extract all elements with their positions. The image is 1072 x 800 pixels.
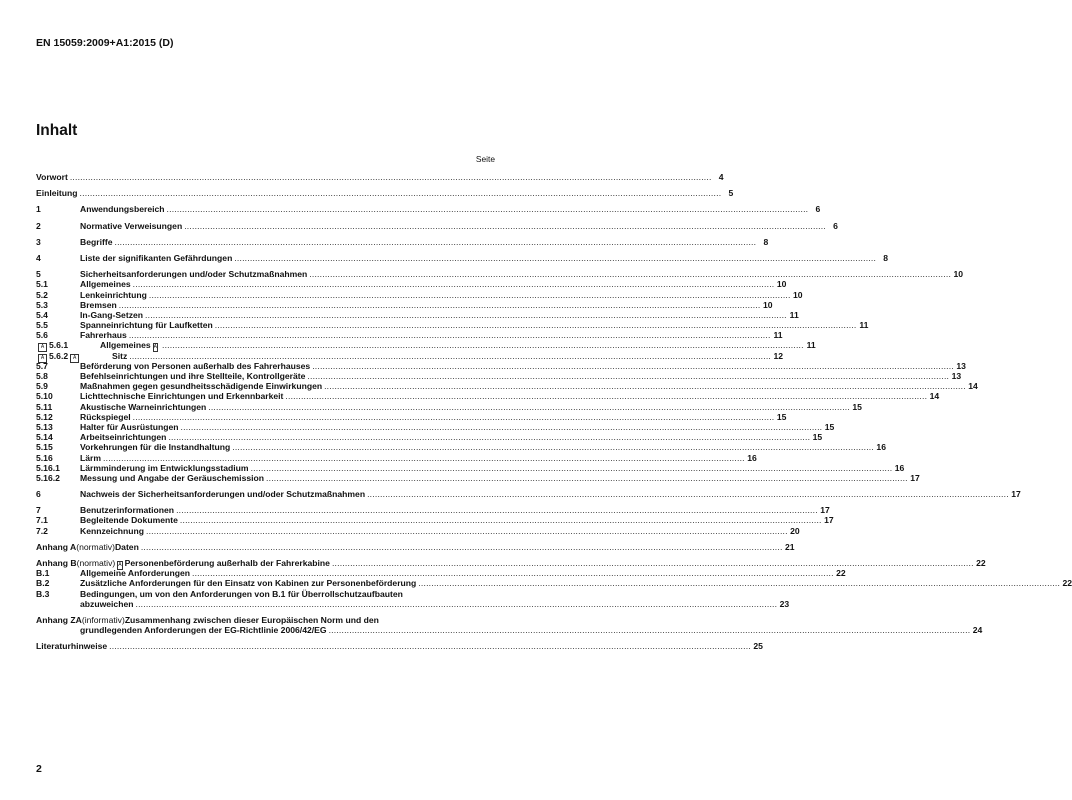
toc-entry-number: B.3 bbox=[36, 588, 50, 599]
toc-entry[interactable] bbox=[36, 641, 763, 652]
toc-entry-title: Vorkehrungen für die Instandhaltung bbox=[80, 442, 231, 453]
toc-entry-number-text: 4 bbox=[36, 252, 41, 263]
toc-entry-title: Fahrerhaus bbox=[80, 330, 127, 341]
toc-page-number: 17 bbox=[824, 515, 834, 526]
amendment-marker-icon: A bbox=[70, 354, 79, 363]
toc-page-number: 6 bbox=[815, 204, 821, 215]
toc-entry-title: Lärm bbox=[80, 452, 102, 463]
toc-entry-number bbox=[36, 290, 80, 300]
toc-entry-number bbox=[36, 330, 80, 340]
toc-entry-number-text: 5.16 bbox=[36, 452, 53, 463]
toc-entry-title: Allgemeine Anforderungen bbox=[80, 568, 190, 579]
toc-entry-number-text: 7.2 bbox=[36, 525, 48, 536]
toc-entry[interactable] bbox=[36, 236, 769, 247]
toc-entry[interactable] bbox=[36, 462, 905, 473]
toc-page-number: 24 bbox=[972, 625, 983, 636]
amendment-marker-icon: A bbox=[38, 354, 47, 363]
toc-entry-number bbox=[36, 253, 80, 263]
toc-entry[interactable] bbox=[36, 172, 724, 182]
toc-entry[interactable] bbox=[36, 568, 846, 579]
toc-leader-dots bbox=[332, 558, 974, 568]
toc-entry-number bbox=[36, 515, 80, 525]
toc-entry-number bbox=[36, 568, 80, 578]
toc-entry-number bbox=[36, 391, 80, 401]
toc-leader-dots bbox=[208, 402, 850, 412]
toc-leader-dots bbox=[146, 526, 788, 536]
toc-entry-title: Zusätzliche Anforderungen für den Einsatz von Kabinen zur Personenbeförderung bbox=[80, 578, 417, 589]
amendment-marker-icon: A bbox=[118, 562, 122, 568]
toc-entry-number-text: 5.15 bbox=[36, 442, 53, 453]
toc-page-number: 23 bbox=[779, 598, 790, 609]
toc-leader-dots bbox=[176, 505, 818, 515]
toc-entry-title: Messung und Angabe der Geräuschemission bbox=[80, 472, 265, 483]
toc-entry-title: Bremsen bbox=[80, 299, 117, 310]
toc-entry-title: Sitz bbox=[112, 350, 128, 361]
toc-entry[interactable] bbox=[36, 309, 799, 320]
toc-page-number: 16 bbox=[876, 442, 886, 453]
toc-entry-number-text: 5.6.1 bbox=[49, 340, 69, 351]
toc-entry-number bbox=[36, 371, 80, 381]
toc-page-number: 15 bbox=[776, 411, 787, 422]
toc-entry-title: Benutzerinformationen bbox=[80, 505, 175, 516]
toc-entry-title: Nachweis der Sicherheitsanforderungen und/oder Schutzmaßnahmen bbox=[80, 489, 366, 500]
toc-entry-title: Anhang ZA bbox=[36, 614, 82, 625]
toc-entry-annex-title: Daten bbox=[114, 541, 139, 552]
toc-page-number: 15 bbox=[852, 401, 862, 412]
toc-leader-dots bbox=[192, 568, 834, 578]
toc-entry-title: Lärmminderung im Entwicklungsstadium bbox=[80, 462, 249, 473]
toc-entry-number-text: 5.10 bbox=[36, 391, 53, 402]
toc-leader-dots bbox=[215, 320, 857, 330]
toc-page-number: 22 bbox=[1062, 578, 1072, 589]
toc-leader-dots bbox=[180, 515, 822, 525]
toc-entry[interactable] bbox=[36, 472, 920, 483]
toc-entry[interactable] bbox=[36, 401, 862, 412]
toc-entry-continuation bbox=[36, 625, 983, 636]
toc-entry[interactable] bbox=[36, 615, 498, 625]
toc-entry-number-text: 5.3 bbox=[36, 299, 48, 310]
toc-entry-number-text: 5.13 bbox=[36, 421, 53, 432]
toc-page-number: 6 bbox=[833, 220, 838, 231]
toc-page-number: 21 bbox=[785, 541, 795, 552]
toc-leader-dots bbox=[135, 599, 777, 609]
toc-entry-number-text: 5.16.1 bbox=[36, 462, 60, 473]
toc-entry-title: Befehlseinrichtungen und ihre Stellteile, Kontrollgeräte bbox=[80, 371, 306, 381]
toc-entry-title: Einleitung bbox=[36, 188, 78, 199]
toc-page-number: 25 bbox=[753, 641, 763, 652]
toc-entry-title-line2: abzuweichen bbox=[80, 598, 134, 609]
toc-entry-number bbox=[36, 204, 80, 214]
toc-entry[interactable] bbox=[36, 204, 821, 215]
toc-leader-dots bbox=[162, 340, 804, 350]
toc-entry-number bbox=[36, 237, 80, 247]
toc-page-number: 8 bbox=[883, 252, 889, 263]
toc-entry-number bbox=[36, 269, 80, 279]
toc-leader-dots bbox=[133, 412, 775, 422]
toc-entry-number-text: 5.9 bbox=[36, 381, 48, 392]
toc-page-number: 10 bbox=[776, 279, 787, 290]
toc-entry-number-text: 3 bbox=[36, 236, 41, 247]
toc-entry-number-text: 1 bbox=[36, 204, 41, 215]
toc-entry-number-text: B.2 bbox=[36, 578, 50, 589]
toc-entry-title: Anhang B bbox=[36, 558, 77, 568]
toc-entry-annex-title: Zusammenhang zwischen dieser Europäischen Norm und den bbox=[124, 614, 379, 625]
toc-entry-title: Allgemeines bbox=[100, 340, 151, 351]
toc-entry-number-text: 5.7 bbox=[36, 360, 48, 371]
toc-page-number: 8 bbox=[763, 236, 769, 247]
toc-entry-annex-title: Personenbeförderung außerhalb der Fahrerkabine bbox=[124, 558, 330, 568]
toc-entry-number bbox=[36, 361, 80, 371]
toc-entry-number-text: 7 bbox=[36, 505, 41, 516]
toc-entry-number bbox=[36, 221, 80, 231]
toc-entry-number-text: 5.12 bbox=[36, 411, 53, 422]
toc-entry-number bbox=[36, 489, 80, 499]
toc-entry-number bbox=[36, 526, 80, 536]
toc-entry[interactable] bbox=[36, 421, 835, 432]
toc-entry-number bbox=[36, 279, 80, 289]
toc-leader-dots bbox=[168, 432, 810, 442]
toc-leader-dots bbox=[129, 351, 771, 361]
toc-page-number: 16 bbox=[747, 452, 757, 463]
toc-entry-title: Anwendungsbereich bbox=[80, 204, 165, 215]
toc-entry[interactable] bbox=[36, 279, 787, 290]
toc-page-number: 12 bbox=[773, 350, 784, 361]
toc-entry[interactable] bbox=[36, 188, 734, 199]
toc-entry-number bbox=[36, 300, 80, 310]
toc-page-number: 5 bbox=[728, 188, 734, 199]
toc-page-number: 14 bbox=[968, 381, 978, 392]
toc-entry-annex-type: (normativ) bbox=[76, 541, 115, 552]
toc-entry-number-text: 5.1 bbox=[36, 279, 48, 290]
toc-entry-title: Akustische Warneinrichtungen bbox=[80, 401, 207, 412]
toc-entry-number bbox=[36, 402, 80, 412]
toc-entry[interactable] bbox=[36, 515, 834, 526]
toc-page-number: 22 bbox=[836, 568, 846, 579]
toc-entry-number-text: 5.5 bbox=[36, 320, 48, 331]
toc-entry-number-text: 5.14 bbox=[36, 432, 53, 443]
toc-entry-annex-type: (normativ) bbox=[76, 558, 116, 568]
toc-leader-dots bbox=[149, 290, 791, 300]
toc-entry[interactable] bbox=[36, 340, 816, 351]
toc-page-number: 15 bbox=[812, 432, 823, 443]
table-of-contents bbox=[36, 172, 1072, 652]
toc-entry-number-text: 5.4 bbox=[36, 309, 48, 320]
toc-entry-title: Anhang A bbox=[36, 541, 77, 552]
toc-entry-number bbox=[36, 412, 80, 422]
toc-entry[interactable] bbox=[36, 489, 1021, 500]
toc-page-number: 17 bbox=[820, 505, 830, 516]
toc-page-number: 17 bbox=[1011, 489, 1021, 500]
toc-page-number: 22 bbox=[976, 558, 986, 568]
toc-entry-title: Rückspiegel bbox=[80, 411, 131, 422]
toc-entry-title: Begleitende Dokumente bbox=[80, 515, 178, 526]
toc-entry[interactable] bbox=[36, 350, 784, 361]
toc-entry[interactable] bbox=[36, 589, 498, 599]
toc-leader-dots bbox=[114, 237, 756, 247]
toc-entry-number-text: 5 bbox=[36, 269, 41, 280]
toc-entry-number-text: B.1 bbox=[36, 568, 50, 579]
toc-entry[interactable] bbox=[36, 505, 830, 516]
toc-entry-number-text: 5.11 bbox=[36, 401, 53, 412]
toc-entry[interactable] bbox=[36, 442, 886, 453]
toc-page-number: 16 bbox=[894, 462, 905, 473]
toc-entry-title: Arbeitseinrichtungen bbox=[80, 432, 167, 443]
toc-entry-number bbox=[36, 432, 80, 442]
toc-page-number: 10 bbox=[953, 269, 964, 280]
toc-entry-title: Vorwort bbox=[36, 172, 68, 182]
toc-leader-dots bbox=[184, 221, 826, 231]
toc-page-number: 11 bbox=[789, 309, 799, 320]
toc-page-number: 15 bbox=[824, 421, 835, 432]
page-number: 2 bbox=[36, 763, 42, 775]
toc-entry[interactable] bbox=[36, 252, 889, 263]
toc-entry[interactable] bbox=[36, 525, 800, 536]
toc-entry-number-text: 6 bbox=[36, 489, 41, 500]
toc-entry[interactable] bbox=[36, 541, 795, 552]
toc-entry-title: In-Gang-Setzen bbox=[80, 309, 144, 320]
toc-entry-title: Halter für Ausrüstungen bbox=[80, 421, 179, 432]
toc-entry-number-text: 5.6.2 bbox=[49, 350, 69, 361]
toc-entry[interactable] bbox=[36, 220, 838, 231]
toc-leader-dots bbox=[109, 641, 751, 651]
toc-entry-number-text: 7.1 bbox=[36, 515, 48, 526]
amendment-marker-icon: A bbox=[153, 344, 157, 351]
toc-entry[interactable] bbox=[36, 330, 783, 341]
toc-entry[interactable] bbox=[36, 381, 978, 392]
toc-entry-number-text: 5.2 bbox=[36, 289, 48, 300]
toc-entry-title: Sicherheitsanforderungen und/oder Schutzmaßnahmen bbox=[80, 269, 308, 280]
toc-entry-number bbox=[36, 442, 80, 452]
toc-leader-dots bbox=[234, 253, 876, 263]
toc-entry[interactable] bbox=[36, 452, 757, 463]
toc-leader-dots bbox=[285, 391, 927, 401]
toc-entry[interactable] bbox=[36, 432, 823, 443]
toc-entry[interactable] bbox=[36, 320, 869, 331]
toc-entry[interactable] bbox=[36, 360, 966, 371]
toc-entry-number bbox=[36, 473, 80, 483]
toc-leader-dots bbox=[129, 330, 771, 340]
toc-entry-number bbox=[36, 310, 80, 320]
toc-leader-dots bbox=[307, 371, 949, 381]
toc-leader-dots bbox=[312, 361, 954, 371]
amendment-marker-icon: A bbox=[38, 343, 47, 352]
toc-leader-dots bbox=[145, 310, 787, 320]
toc-leader-dots bbox=[324, 381, 966, 391]
toc-leader-dots bbox=[251, 463, 893, 473]
toc-entry-number bbox=[36, 381, 80, 391]
toc-entry-number-text: 2 bbox=[36, 220, 41, 231]
toc-entry-title: Spanneinrichtung für Laufketten bbox=[80, 320, 213, 331]
toc-leader-dots bbox=[119, 300, 761, 310]
toc-leader-dots bbox=[329, 625, 971, 635]
page-title: Inhalt bbox=[36, 122, 78, 139]
toc-entry-title: Lichttechnische Einrichtungen und Erkennbarkeit bbox=[80, 391, 284, 402]
toc-entry-continuation bbox=[36, 598, 790, 609]
toc-entry-title: Normative Verweisungen bbox=[80, 220, 183, 231]
toc-entry-title-line2: grundlegenden Anforderungen der EG-Richtlinie 2006/42/EG bbox=[80, 625, 327, 636]
toc-leader-dots bbox=[70, 172, 712, 182]
toc-leader-dots bbox=[167, 204, 809, 214]
toc-page-number: 13 bbox=[951, 371, 962, 381]
toc-entry-title: Begriffe bbox=[80, 236, 113, 247]
toc-leader-dots bbox=[80, 188, 722, 198]
toc-page-number: 17 bbox=[910, 472, 920, 483]
document-header: EN 15059:2009+A1:2015 (D) bbox=[36, 37, 174, 49]
toc-entry-title: Allgemeines bbox=[80, 279, 131, 290]
toc-entry-title: Beförderung von Personen außerhalb des Fahrerhauses bbox=[80, 360, 311, 371]
toc-entry-annex-type: (informativ) bbox=[81, 614, 125, 625]
toc-page-number: 11 bbox=[773, 330, 783, 341]
toc-entry[interactable] bbox=[36, 299, 773, 310]
toc-leader-dots bbox=[141, 542, 783, 552]
toc-leader-dots bbox=[266, 473, 908, 483]
toc-entry-title: Bedingungen, um von den Anforderungen von B.1 für Überrollschutzaufbauten bbox=[80, 588, 403, 599]
toc-entry[interactable] bbox=[36, 289, 803, 300]
toc-entry-number-text: 5.8 bbox=[36, 371, 48, 381]
toc-page-number: 14 bbox=[929, 391, 940, 402]
toc-entry-number-text: 5.6 bbox=[36, 330, 48, 341]
toc-page-number: 13 bbox=[956, 360, 966, 371]
toc-leader-dots bbox=[367, 489, 1009, 499]
toc-page-number: 20 bbox=[790, 525, 800, 536]
seite-label: Seite bbox=[475, 154, 495, 164]
toc-entry-title: Liste der signifikanten Gefährdungen bbox=[80, 252, 233, 263]
toc-leader-dots bbox=[133, 279, 775, 289]
toc-entry-title: Lenkeinrichtung bbox=[80, 289, 147, 300]
toc-entry-title: Maßnahmen gegen gesundheitsschädigende Einwirkungen bbox=[80, 381, 323, 392]
toc-entry-title: Kennzeichnung bbox=[80, 525, 144, 536]
toc-entry-title: Literaturhinweise bbox=[36, 641, 108, 652]
toc-entry[interactable] bbox=[36, 371, 962, 381]
toc-entry-number-text: 5.16.2 bbox=[36, 472, 60, 483]
toc-entry-number bbox=[36, 422, 80, 432]
toc-entry-number bbox=[36, 505, 80, 515]
toc-leader-dots bbox=[232, 442, 874, 452]
toc-entry[interactable] bbox=[36, 578, 1072, 589]
toc-entry[interactable] bbox=[36, 411, 787, 422]
toc-entry[interactable] bbox=[36, 269, 964, 280]
toc-page-number: 10 bbox=[762, 299, 773, 310]
toc-entry-number bbox=[36, 578, 80, 588]
toc-leader-dots bbox=[309, 269, 951, 279]
toc-entry[interactable] bbox=[36, 558, 986, 568]
toc-leader-dots bbox=[418, 578, 1060, 588]
toc-page-number: 11 bbox=[806, 340, 816, 351]
toc-page-number: 11 bbox=[859, 320, 869, 331]
toc-leader-dots bbox=[181, 422, 823, 432]
toc-entry[interactable] bbox=[36, 391, 940, 402]
toc-page-number: 4 bbox=[718, 172, 724, 182]
toc-entry-number bbox=[36, 453, 80, 463]
toc-page-number: 10 bbox=[793, 289, 803, 300]
toc-entry-number bbox=[36, 463, 80, 473]
toc-leader-dots bbox=[103, 453, 745, 463]
toc-entry-number bbox=[36, 320, 80, 330]
